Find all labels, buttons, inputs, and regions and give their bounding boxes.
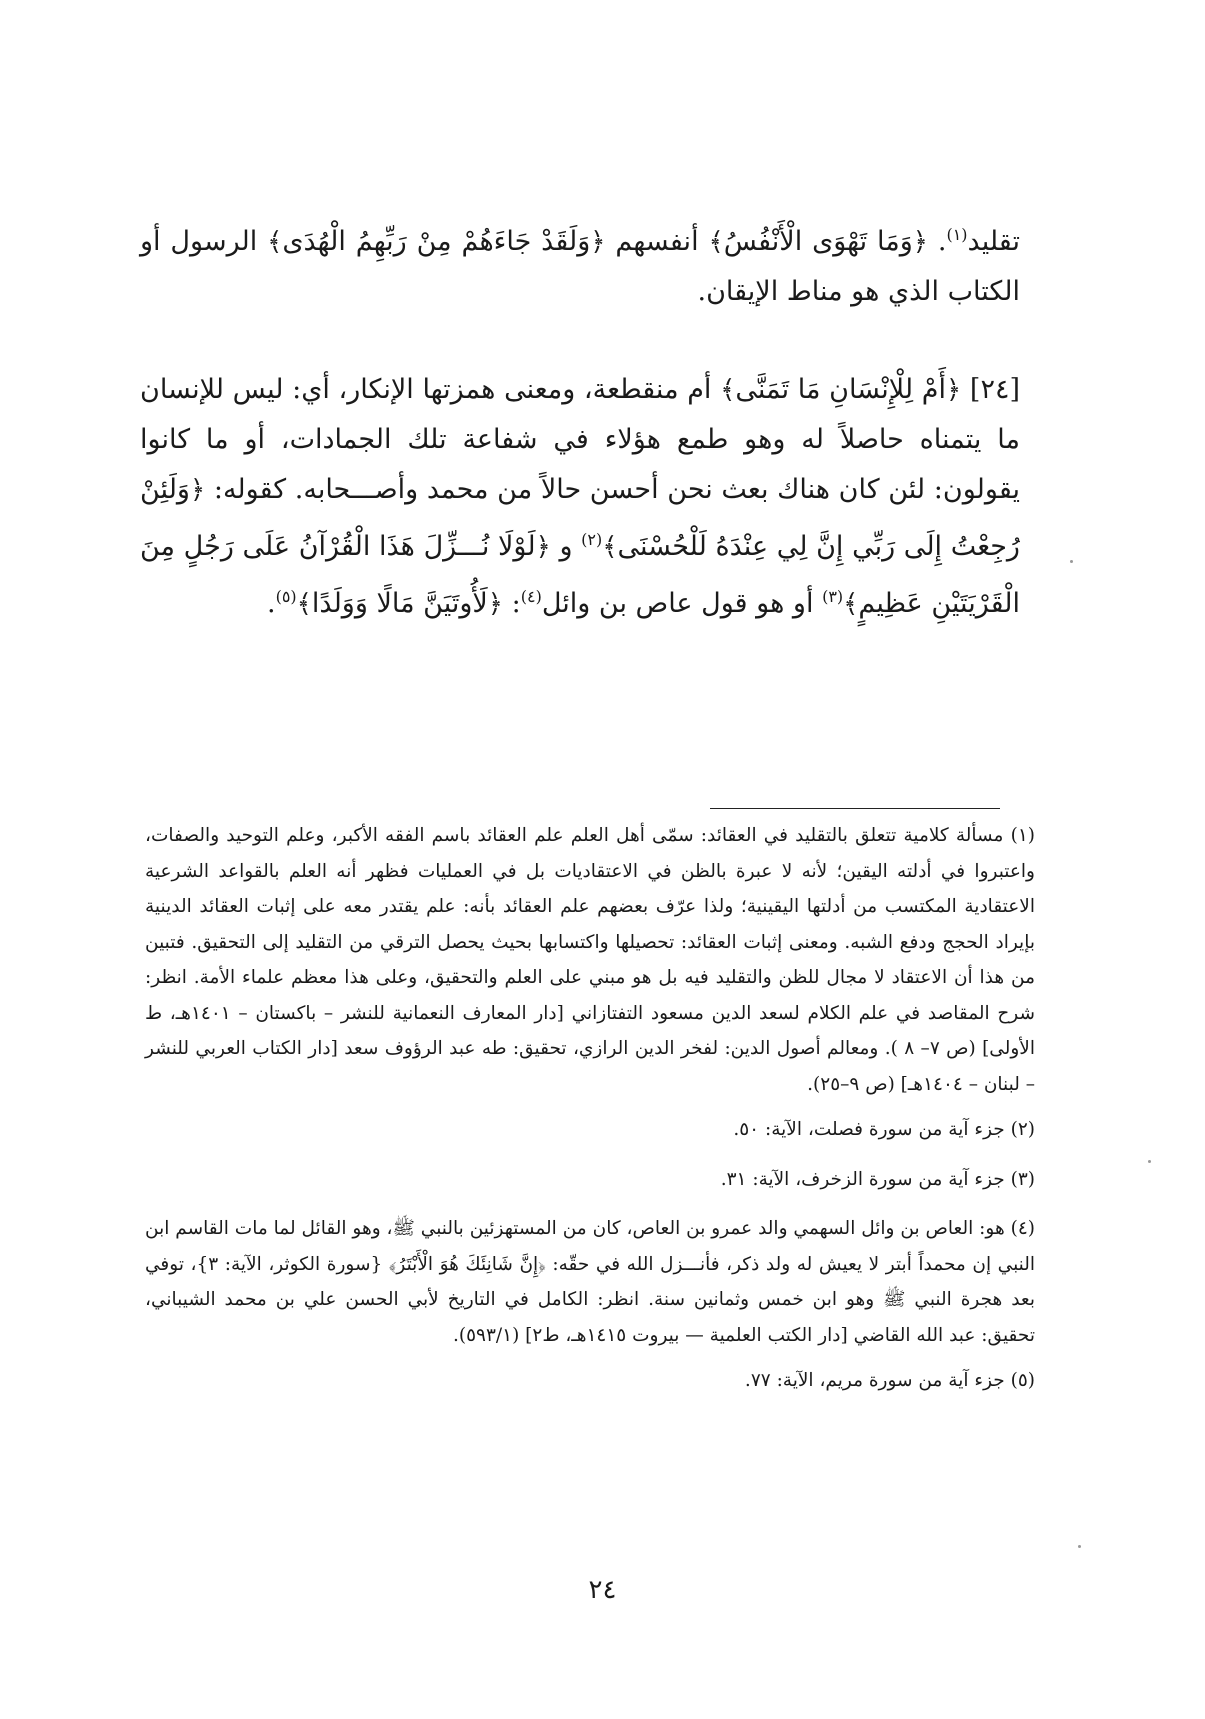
text-run: الرسول أو الكتاب الذي هو مناط الإيقان. <box>140 226 1020 307</box>
ayah-bracket-open: ﴿ <box>946 375 962 405</box>
text-run: تقليد <box>967 226 1020 257</box>
body-paragraph-1 <box>140 210 1020 317</box>
text-run: : <box>503 588 521 619</box>
text-run: و <box>550 531 582 562</box>
quran-verse: لَأُوتَيَنَّ مَالًا وَوَلَدًا <box>311 588 488 619</box>
quran-verse: أَمْ لِلْإِنْسَانِ مَا تَمَنَّى <box>735 374 946 405</box>
footnote-ref-3: (٣) <box>822 587 844 606</box>
ayah-bracket-open: ﴿ <box>590 227 606 257</box>
verse-number: [٢٤] <box>961 374 1020 405</box>
footnote-ref-5: (٥) <box>275 587 297 606</box>
body-paragraph-2 <box>140 365 1020 629</box>
ayah-bracket-close: ﴾ <box>708 227 724 257</box>
ayah-bracket-open: ﴿ <box>487 589 504 619</box>
page-number: ٢٤ <box>588 1575 617 1605</box>
ayah-bracket-close: ﴾ <box>296 589 312 619</box>
footnote-4: (٤) هو: العاص بن وائل السهمي والد عمرو بن العاص، كان من المستهزئين بالنبي ﷺ، وهو القائل لما مات القاسم ابن النبي إن محمداً أبتر لا يعيش له ولد ذكر، فأنـــزل الله في حقّه: ﴿إِنَّ شَانِئَكَ هُوَ الْأَبْتَرُ﴾ {سورة الكوثر، الآية: ٣}، توفي بعد هجرة النبي ﷺ وهو ابن خمس وثمانين سنة. انظر: الكامل في التاريخ لأبي الحسن علي بن محمد الشيباني، تحقيق: عبد الله القاضي [دار الكتب العلمية — بيروت ١٤١٥هـ، ط٢] (٥٩٣/١). <box>145 1218 1036 1346</box>
footnote-3: (٣) جزء آية من سورة الزخرف، الآية: ٣١. <box>720 1168 1035 1190</box>
text-run: أنفسهم <box>605 226 709 257</box>
scan-speck <box>1078 1545 1081 1548</box>
footnote-ref-4: (٤) <box>520 587 542 606</box>
scan-speck <box>1070 560 1073 563</box>
text-run: أم منقطعة، ومعنى همزتها الإنكار، أي: ليس للإنسان ما يتمناه حاصلاً له وهو طمع هؤلاء في شفاعة تلك الجمادات، أو ما كانوا يقولون: لئن كان هناك بعث نحن أحسن حالاً من محمد وأصـــحابه. كقوله: <box>140 374 1020 505</box>
quran-verse: وَلَئِنْ رُجِعْتُ إِلَى رَبِّي إِنَّ لِي عِنْدَهُ لَلْحُسْنَى <box>140 474 1020 562</box>
quran-verse: وَمَا تَهْوَى الْأَنْفُسُ <box>723 226 913 257</box>
ayah-bracket-open: ﴿ <box>912 227 928 257</box>
text-run: . <box>266 588 276 619</box>
footnote-separator <box>710 808 1000 809</box>
footnote-2: (٢) جزء آية من سورة فصلت، الآية: ٥٠. <box>733 1119 1035 1140</box>
footnote-ref-2: (٢) <box>581 530 603 549</box>
ayah-bracket-open: ﴿ <box>535 532 551 562</box>
footnote-ref-1: (١) <box>946 225 968 244</box>
ayah-bracket-open: ﴿ <box>189 475 206 505</box>
ayah-bracket-close: ﴾ <box>843 589 859 619</box>
footnotes-section <box>145 818 1035 1409</box>
footnote-5: (٥) جزء آية من سورة مريم، الآية: ٧٧. <box>744 1370 1035 1391</box>
quran-verse: وَلَقَدْ جَاءَهُمْ مِنْ رَبِّهِمُ الْهُدَى <box>282 226 591 257</box>
footnote-1: (١) مسألة كلامية تتعلق بالتقليد في العقائد: سمّى أهل العلم علم العقائد باسم الفقه الأكبر، وعلم التوحيد والصفات، واعتبروا في أدلته اليقين؛ لأنه لا عبرة بالظن في الاعتقاديات بل في العمليات فظهر أنه العلم بالقواعد الشرعية الاعتقادية المكتسب من أدلتها اليقينية؛ ولذا عرّف بعضهم علم العقائد بأنه: علم يقتدر معه على إثبات العقائد الدينية بإيراد الحجج ودفع الشبه. ومعنى إثبات العقائد: تحصيلها واكتسابها بحيث يحصل الترقي من التقليد إلى التحقيق. فتبين من هذا أن الاعتقاد لا مجال للظن والتقليد فيه بل هو مبني على العلم والتحقيق، وعلى هذا معظم علماء الأمة. انظر: شرح المقاصد في علم الكلام لسعد الدين مسعود التفتازاني [دار المعارف النعمانية للنشر – باكستان – ١٤٠١هـ، ط الأولى] (ص ٧– ٨ ). ومعالم أصول الدين: لفخر الدين الرازي، تحقيق: طه عبد الرؤوف سعد [دار الكتاب العربي للنشر – لبنان – ١٤٠٤هـ] (ص ٩–٢٥). <box>145 825 1035 1095</box>
ayah-bracket-close: ﴾ <box>720 375 736 405</box>
ayah-bracket-close: ﴾ <box>267 227 283 257</box>
quran-verse: لَوْلَا نُـــزِّلَ هَذَا الْقُرْآنُ عَلَى رَجُلٍ مِنَ الْقَرْيَتَيْنِ عَظِيمٍ <box>140 531 1020 619</box>
text-run: . <box>927 226 947 257</box>
scan-speck <box>1148 1160 1151 1163</box>
text-run: أو هو قول عاص بن وائل <box>541 588 823 619</box>
ayah-bracket-close: ﴾ <box>602 532 618 562</box>
